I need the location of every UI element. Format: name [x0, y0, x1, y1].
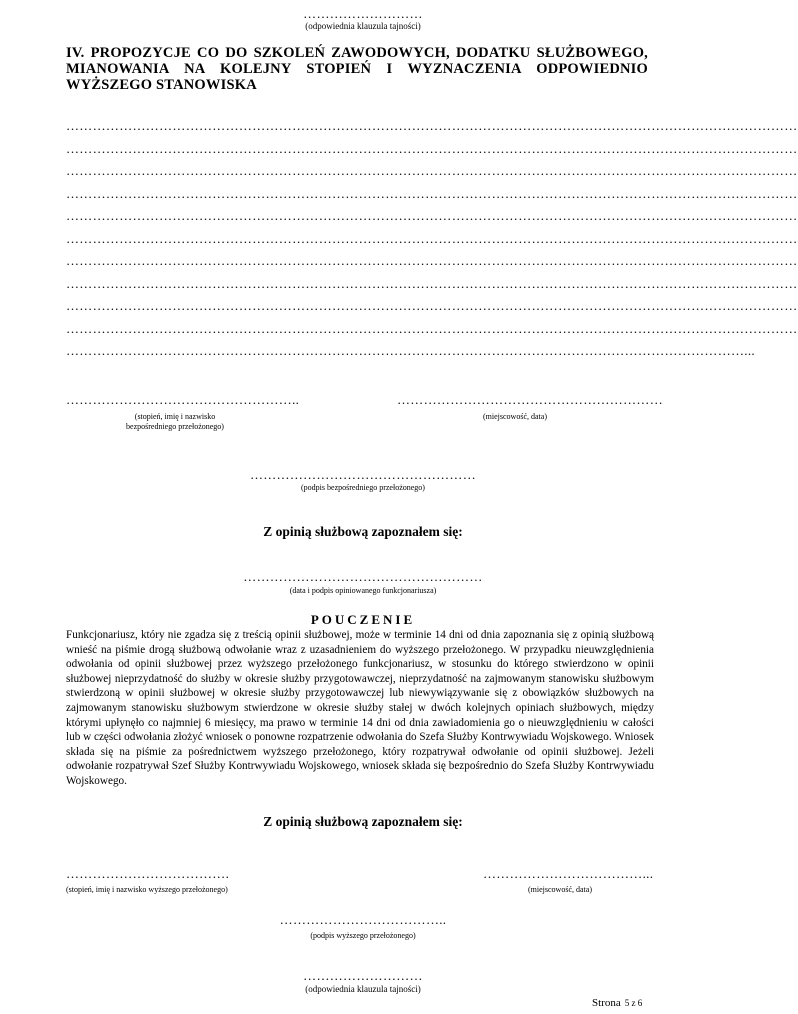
page-label: Strona [592, 997, 621, 1009]
supervisor-name-dots[interactable]: …………………………………………….. [66, 392, 300, 407]
officer-signature-caption: (data i podpis opiniowanego funkcjonariusza) [289, 586, 437, 595]
footer-clause: (odpowiednia klauzula tajności) [305, 984, 421, 994]
supervisor-signature-dots[interactable]: …………………………………………… [249, 467, 477, 482]
superior-place-date-dots[interactable]: ………………………………... [483, 866, 654, 881]
fill-line[interactable]: ………………………………………………………………………………………………………………………………………………… [66, 208, 798, 223]
supervisor-signature-caption: (podpis bezpośredniego przełożonego) [301, 483, 425, 492]
acknowledgement-heading-2: Z opinią służbową zapoznałem się: [263, 814, 463, 829]
superior-name-caption: (stopień, imię i nazwisko wyższego przełożonego) [66, 885, 228, 894]
fill-line[interactable]: ………………………………………………………………………………………………………………………………………………… [66, 141, 798, 156]
superior-name-dots[interactable]: ………………………………. [66, 866, 230, 881]
fill-line[interactable]: ………………………………………………………………………………………………………………………………………………… [66, 163, 798, 178]
fill-line[interactable]: ………………………………………………………………………………………………………………………………………………… [66, 186, 798, 201]
fill-line[interactable]: ………………………………………………………………………………………………………………………………………………… [66, 231, 798, 246]
superior-signature-dots[interactable]: ……………………………….. [279, 912, 447, 927]
pouczenie-title: POUCZENIE [310, 612, 416, 627]
supervisor-name-caption-1: (stopień, imię i nazwisko [134, 412, 216, 421]
pouczenie-text: Funkcjonariusz, który nie zgadza się z treścią opinii służbowej, może w terminie 14 dni od dnia zapoznania się z opinią służbową wnieść na piśmie drogą służbową odwołanie wraz z uzasadnieniem do wyższego przełożonego. W przypadku nieuwzględnienia odwołania od opinii służbowej przez wyższego przełożonego funkcjonariusz, w stosunku do którego stwierdzono w opinii służbowej nieprzydatność do służby w okresie służby przygotowawczej, nieprzydatność na zajmowanym stanowisku służbowym stwierdzoną w opinii służbowej w okresie służby przygotowawczej lub niewywiązywanie się z obowiązków służbowych na zajmowanym stanowisku służbowym stwierdzone w okresie służby stałej w dwóch kolejnych opiniach służbowych, między którymi upłynęło co najmniej 6 miesięcy, ma prawo w terminie 14 dni od dnia zawiadomienia go o nieuwzględnieniu w całości lub w części odwołania złożyć wniosek o ponowne rozpatrzenie odwołania do Szefa Służby Kontrwywiadu Wojskowego. Wniosek składa się na piśmie za pośrednictwem wyższego przełożonego, który rozpatrywał odwołanie od opinii służbowej. Jeżeli odwołanie rozpatrywał Szef Służby Kontrwywiadu Wojskowego, wniosek składa się bezpośrednio do Szefa Służby Kontrwywiadu Wojskowego. [66, 629, 654, 787]
page-of: 5 z 6 [624, 998, 643, 1008]
acknowledgement-heading: Z opinią służbową zapoznałem się: [263, 524, 463, 539]
superior-signature-caption: (podpis wyższego przełożonego) [310, 931, 416, 940]
section-title: IV. PROPOZYCJE CO DO SZKOLEŃ ZAWODOWYCH, DODATKU SŁUŻBOWEGO, MIANOWANIA NA KOLEJNY STOPIEŃ I WYZNACZENIA ODPOWIEDNIO WYŻSZEGO STANOWISKA [66, 45, 648, 93]
supervisor-place-date-caption: (miejscowość, data) [483, 412, 547, 421]
footer-dots: ……………………… [303, 968, 423, 983]
superior-place-date-caption: (miejscowość, data) [528, 885, 592, 894]
header-dots: ……………………… [303, 6, 423, 21]
fill-line[interactable]: ………………………………………………………………………………………………………………………………………………… [66, 118, 798, 133]
fill-line-last[interactable]: ………………………………………………………………………………………………………………………………………... [66, 343, 755, 358]
supervisor-place-date-dots[interactable]: …………………………………………………… [397, 392, 663, 407]
officer-signature-dots[interactable]: ……………………………………………… [243, 569, 483, 584]
page-number [592, 993, 642, 1011]
fill-line[interactable]: ………………………………………………………………………………………………………………………………………………… [66, 321, 798, 336]
header-clause: (odpowiednia klauzula tajności) [305, 21, 421, 31]
supervisor-name-caption-2: bezpośredniego przełożonego) [126, 422, 224, 431]
fill-line[interactable]: ………………………………………………………………………………………………………………………………………………… [66, 253, 798, 268]
fill-line[interactable]: ………………………………………………………………………………………………………………………………………………… [66, 276, 798, 291]
fill-line[interactable]: ………………………………………………………………………………………………………………………………………………… [66, 298, 798, 313]
